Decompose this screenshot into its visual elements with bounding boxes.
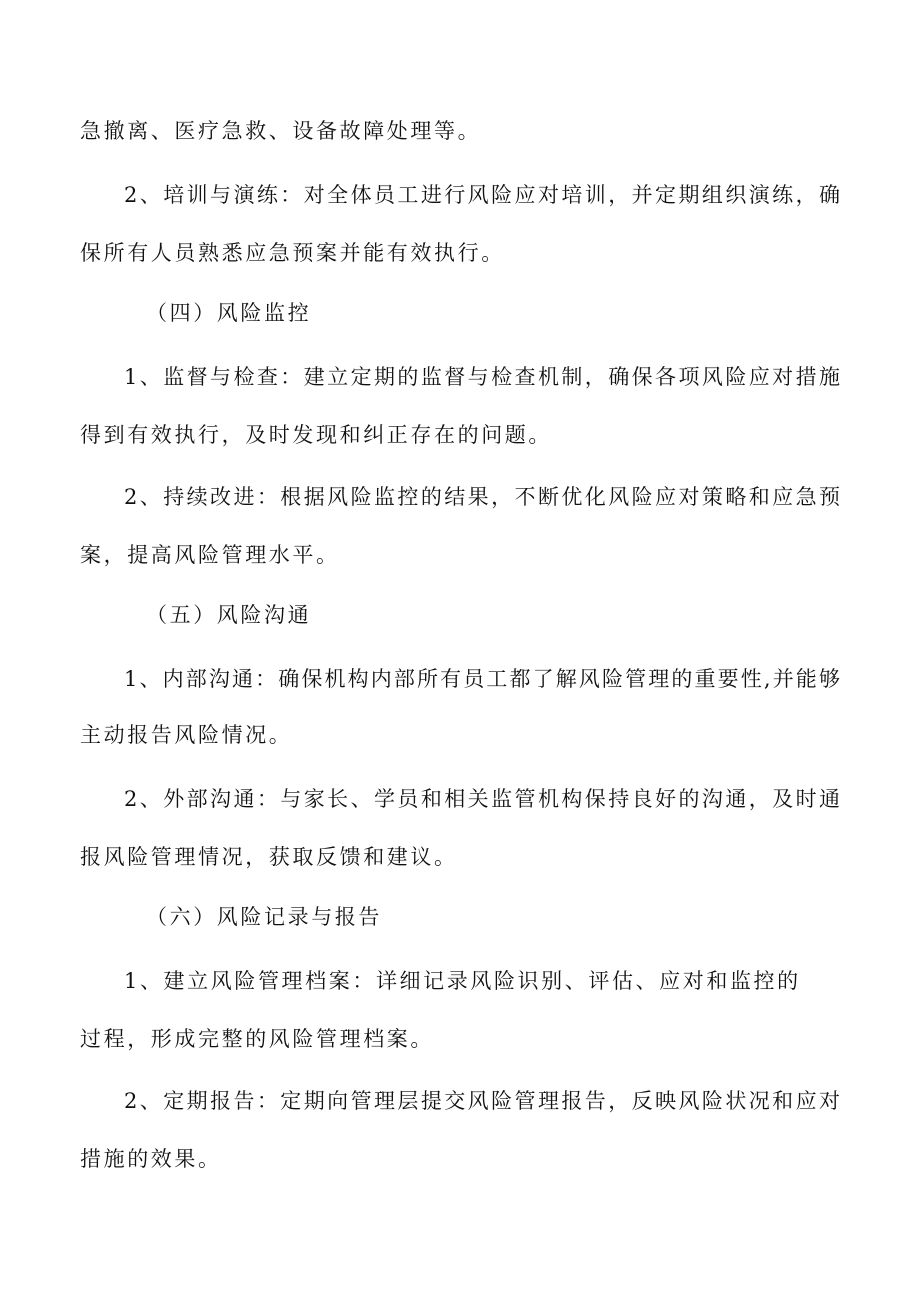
paragraph-line: 主动报告风险情况。 (80, 723, 293, 747)
paragraph-line: 得到有效执行，及时发现和纠正存在的问题。 (80, 423, 552, 447)
section-heading: （六）风险记录与报告 (146, 905, 382, 929)
paragraph-line: 1、建立风险管理档案：详细记录风险识别、评估、应对和监控的 (124, 969, 801, 993)
paragraph-line: 保所有人员熟悉应急预案并能有效执行。 (80, 241, 505, 265)
paragraph-line: 过程，形成完整的风险管理档案。 (80, 1027, 434, 1051)
section-heading: （四）风险监控 (146, 301, 312, 325)
section-heading: （五）风险沟通 (146, 603, 312, 627)
paragraph-line: 案，提高风险管理水平。 (80, 543, 340, 567)
paragraph-line: 1、监督与检查：建立定期的监督与检查机制，确保各项风险应对措施 (124, 365, 840, 389)
paragraph-line: 2、外部沟通：与家长、学员和相关监管机构保持良好的沟通，及时通 (124, 787, 840, 811)
paragraph-line: 2、持续改进：根据风险监控的结果，不断优化风险应对策略和应急预 (124, 485, 840, 509)
paragraph-line: 1、内部沟通：确保机构内部所有员工都了解风险管理的重要性,并能够 (124, 667, 840, 691)
paragraph-line: 2、定期报告：定期向管理层提交风险管理报告，反映风险状况和应对 (124, 1089, 840, 1113)
paragraph-line: 报风险管理情况，获取反馈和建议。 (80, 845, 458, 869)
paragraph-line: 2、培训与演练：对全体员工进行风险应对培训，并定期组织演练，确 (124, 183, 840, 207)
paragraph-line: 措施的效果。 (80, 1147, 222, 1171)
paragraph-line: 急撤离、医疗急救、设备故障处理等。 (80, 119, 482, 143)
